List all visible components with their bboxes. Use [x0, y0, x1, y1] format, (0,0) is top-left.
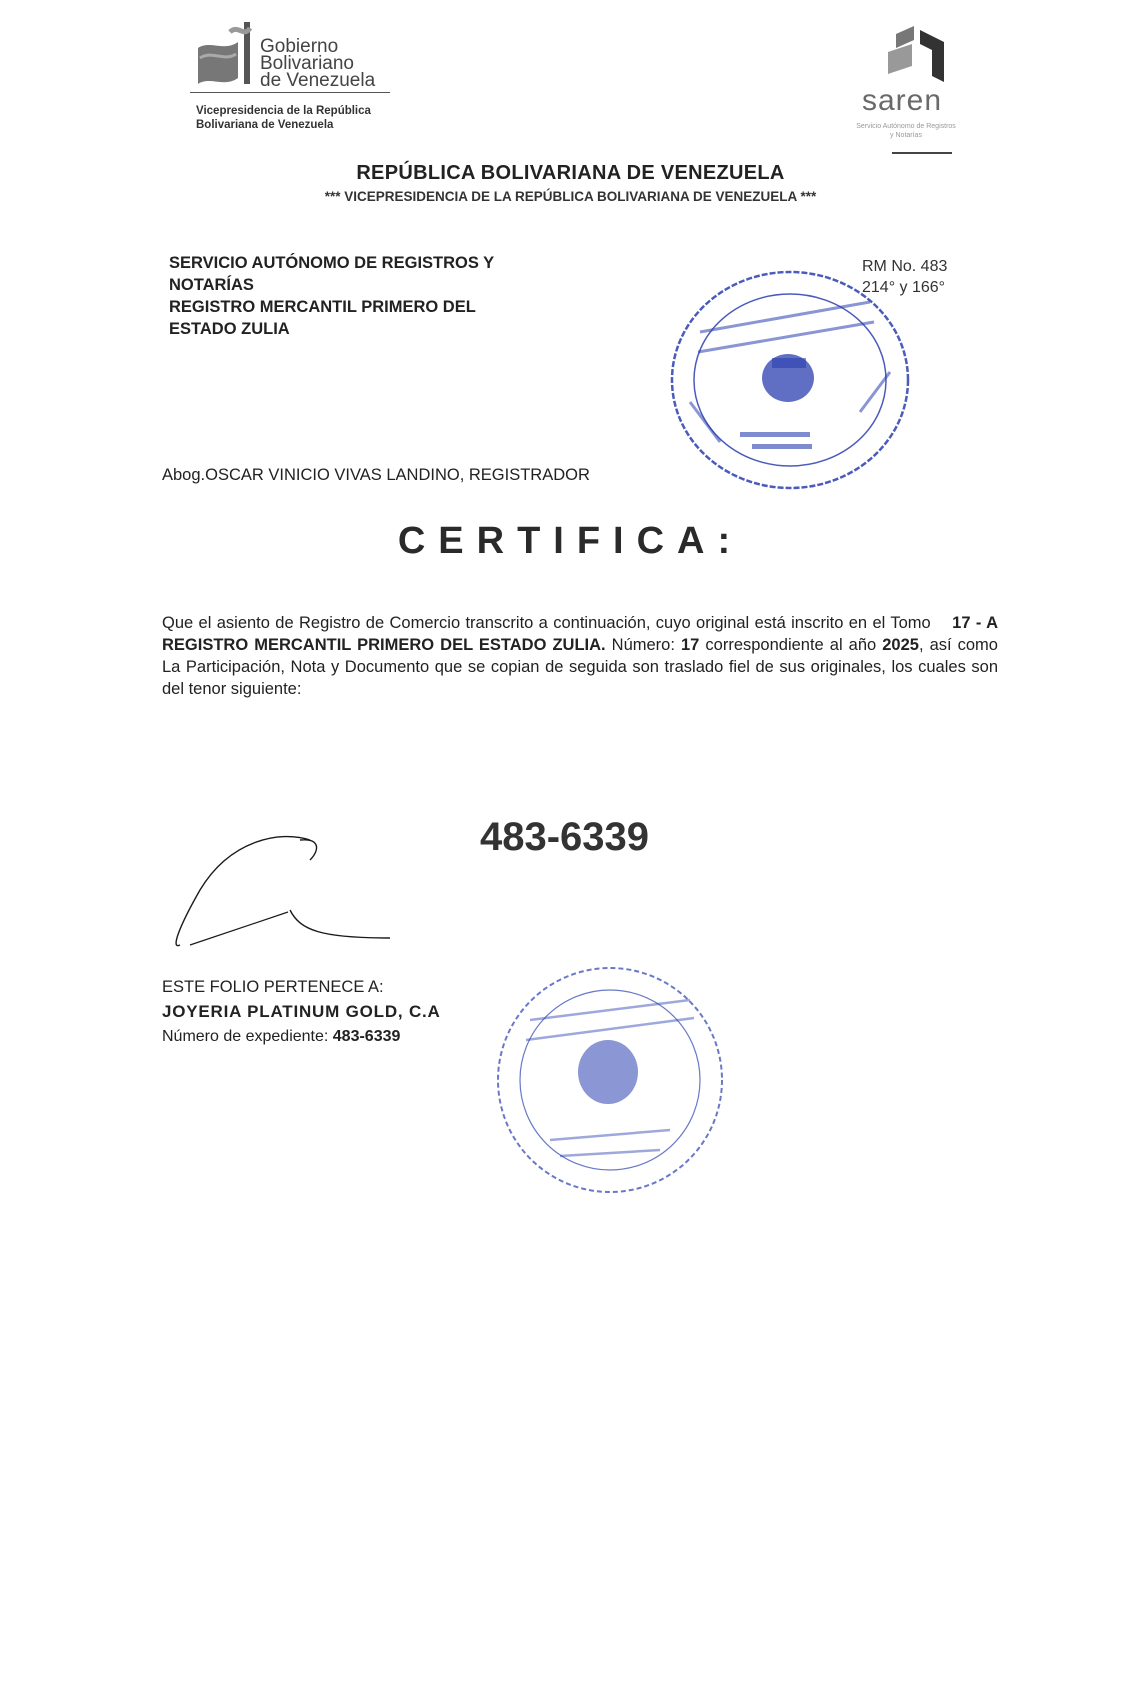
registrar-name: Abog.OSCAR VINICIO VIVAS LANDINO, REGISTRADOR	[162, 466, 590, 484]
numero-value: 17	[681, 636, 700, 654]
saren-subtitle: Servicio Autónomo de Registros y Notarías	[856, 123, 956, 139]
divider	[190, 92, 390, 93]
stamp-seal-icon	[490, 960, 730, 1200]
office-line-3: REGISTRO MERCANTIL PRIMERO DEL	[169, 298, 476, 316]
official-stamp-2	[490, 960, 730, 1200]
signature-icon	[170, 830, 410, 960]
signature	[170, 830, 410, 960]
official-stamp	[660, 262, 920, 502]
certification-paragraph	[162, 612, 998, 700]
gov-line-1: Gobierno	[260, 36, 339, 57]
vicepresidencia-subtitle	[196, 104, 371, 132]
office-line-2: NOTARÍAS	[169, 276, 254, 294]
saren-arrow-icon	[852, 22, 962, 84]
vice-sub-2: Bolivariana de Venezuela	[196, 119, 334, 131]
expediente-label: Número de expediente:	[162, 1028, 329, 1045]
tomo-reference: 17 - A REGISTRO MERCANTIL PRIMERO DEL ESTADO ZULIA.	[162, 614, 999, 654]
flag-icon	[190, 18, 256, 88]
document-title: REPÚBLICA BOLIVARIANA DE VENEZUELA	[356, 162, 785, 184]
company-name: JOYERIA PLATINUM GOLD, C.A	[162, 1002, 441, 1021]
gobierno-logo	[190, 18, 390, 91]
expediente-value: 483-6339	[332, 1028, 401, 1045]
rm-number: RM No. 483	[862, 258, 948, 275]
folio-label: ESTE FOLIO PERTENECE A:	[162, 978, 384, 996]
saren-underline	[892, 152, 952, 154]
rm-coords: 214° y 166°	[862, 279, 946, 296]
saren-logo	[852, 22, 962, 152]
expediente-number: 483-6339	[480, 815, 650, 859]
body-part-3: , así como La Participación, Nota y Documento que se copian de seguida son traslado fiel de sus originales, los cuales son del tenor siguiente:	[162, 636, 998, 698]
stamp-seal-icon	[660, 262, 920, 502]
expediente-line	[162, 1028, 400, 1046]
body-part-1: Que el asiento de Registro de Comercio transcrito a continuación, cuyo original está inscrito en el Tomo	[162, 614, 931, 632]
body-part-2: correspondiente al año	[705, 636, 877, 654]
office-block	[169, 252, 494, 340]
gov-line-3: de Venezuela	[260, 70, 376, 91]
office-line-4: ESTADO ZULIA	[169, 320, 290, 338]
certifica-heading: CERTIFICA:	[397, 520, 744, 562]
saren-wordmark: saren	[862, 84, 943, 117]
numero-label: Número:	[611, 636, 675, 654]
vice-sub-1: Vicepresidencia de la República	[196, 105, 371, 117]
document-subtitle: *** VICEPRESIDENCIA DE LA REPÚBLICA BOLIVARIANA DE VENEZUELA ***	[324, 189, 817, 204]
office-line-1: SERVICIO AUTÓNOMO DE REGISTROS Y	[169, 254, 495, 272]
anio-value: 2025	[882, 636, 919, 654]
gov-line-2: Bolivariano	[260, 53, 354, 74]
